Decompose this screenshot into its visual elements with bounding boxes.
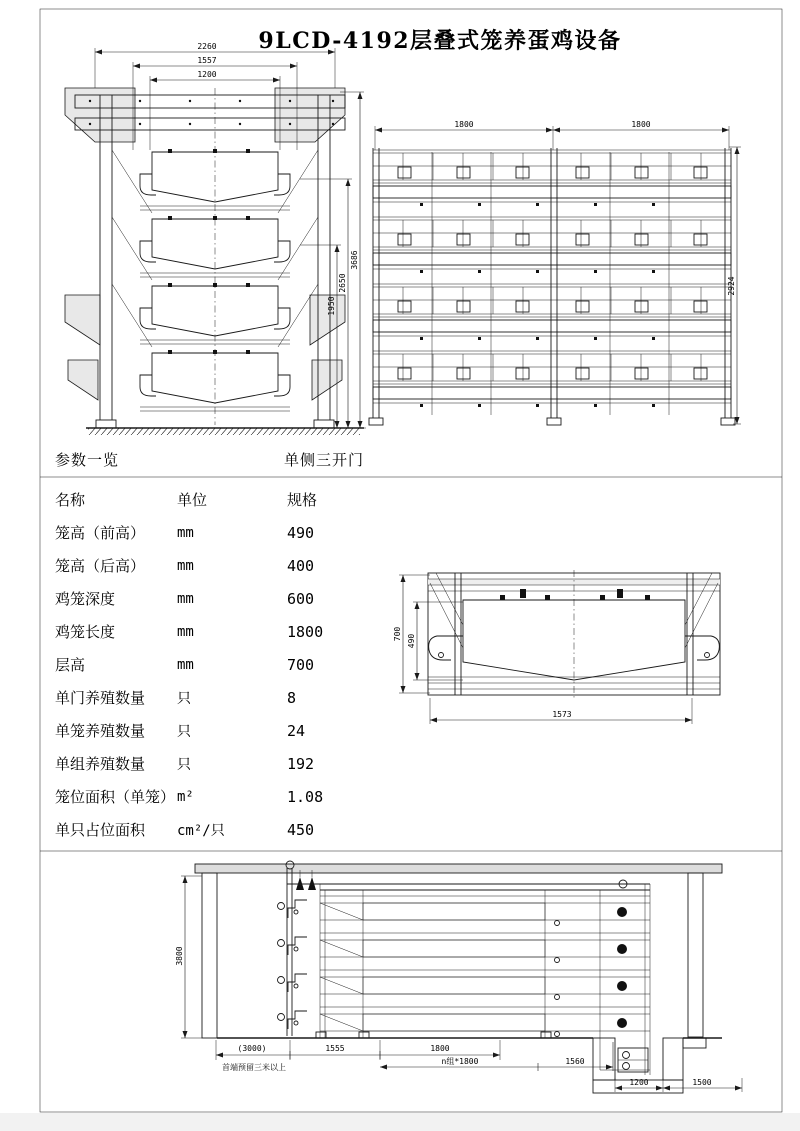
- param-unit: 只: [177, 723, 191, 740]
- param-value: 192: [287, 754, 315, 773]
- dim-pit-width: 1200: [629, 1078, 649, 1087]
- dim-front-space: (3000): [237, 1044, 267, 1053]
- dim-bay1: 1800: [454, 120, 474, 129]
- param-unit: mm: [177, 623, 194, 640]
- table-row: [55, 780, 385, 813]
- param-name: 层高: [55, 656, 86, 674]
- param-name: 笼位面积（单笼）: [55, 788, 176, 806]
- param-value: 600: [287, 589, 315, 608]
- dim-1555: 1555: [325, 1044, 345, 1053]
- dim-frame-width: 1557: [197, 56, 217, 65]
- side-elevation-view: [369, 120, 741, 425]
- table-row: [55, 582, 385, 615]
- elevation-tier: [373, 351, 731, 407]
- dim-overall-width: 2260: [197, 42, 217, 51]
- dim-1560: 1560: [565, 1057, 585, 1066]
- elevation-tier: [373, 150, 731, 206]
- dim-n-groups: n组*1800: [441, 1057, 479, 1066]
- table-row: [55, 813, 385, 846]
- param-unit: 只: [177, 756, 191, 773]
- right-wall: [688, 873, 703, 1037]
- table-row: [55, 549, 385, 582]
- dim-detail-outer-height: 700: [393, 626, 402, 642]
- param-name: 笼高（前高）: [55, 524, 146, 542]
- elevation-dimensions: [375, 120, 741, 424]
- col-header-spec: 规格: [287, 491, 318, 509]
- table-row: [55, 516, 385, 549]
- param-value: 400: [287, 556, 315, 575]
- col-header-name: 名称: [55, 491, 86, 509]
- table-row: [55, 747, 385, 780]
- dim-detail-width: 1573: [552, 710, 572, 719]
- param-name: 单只占位面积: [55, 821, 146, 839]
- param-value: 1800: [287, 622, 324, 641]
- param-name: 单组养殖数量: [55, 755, 146, 773]
- elevation-tier: [373, 284, 731, 340]
- ceiling-slab: [195, 864, 722, 873]
- dim-1800: 1800: [430, 1044, 450, 1053]
- param-name: 鸡笼长度: [55, 623, 116, 641]
- door-config-label: 单侧三开门: [284, 451, 365, 469]
- front-section-view: [65, 42, 366, 435]
- page-title: 9LCD-4192层叠式笼养蛋鸡设备: [258, 28, 622, 54]
- dim-pit-right: 1500: [692, 1078, 712, 1087]
- dim-cage-width: 1200: [197, 70, 217, 79]
- table-row: [55, 648, 385, 681]
- elevation-tier: [373, 217, 731, 273]
- ground-hatch: [88, 428, 360, 435]
- dim-bay2: 1800: [631, 120, 651, 129]
- left-wall: [202, 873, 217, 1038]
- front-space-note: 首端预留三米以上: [222, 1063, 286, 1072]
- params-section-title: 参数一览: [55, 451, 120, 469]
- cage-detail-view: [393, 570, 720, 724]
- col-header-unit: 单位: [177, 491, 208, 509]
- pit-conveyor: [618, 1048, 648, 1072]
- param-value: 450: [287, 820, 315, 839]
- param-unit: m²: [177, 788, 194, 805]
- params-table: [55, 483, 385, 846]
- param-value: 700: [287, 655, 315, 674]
- param-unit: mm: [177, 590, 194, 607]
- table-row: [55, 714, 385, 747]
- manure-pit: [593, 1038, 706, 1093]
- param-unit: mm: [177, 557, 194, 574]
- param-unit: mm: [177, 656, 194, 673]
- bottom-margin: [0, 1113, 800, 1131]
- dim-total-height: 3686: [350, 250, 359, 270]
- param-name: 笼高（后高）: [55, 557, 146, 575]
- dim-elevation-height: 2924: [727, 276, 736, 296]
- param-value: 8: [287, 688, 297, 707]
- param-unit: mm: [177, 524, 194, 541]
- param-name: 鸡笼深度: [55, 590, 116, 608]
- egg-elevator: [286, 861, 316, 1036]
- param-value: 24: [287, 721, 306, 740]
- table-row: [55, 681, 385, 714]
- param-unit: 只: [177, 690, 191, 707]
- param-value: 1.08: [287, 787, 324, 806]
- dim-height-1950: 1950: [327, 296, 336, 316]
- table-row: [55, 615, 385, 648]
- param-name: 单门养殖数量: [55, 689, 146, 707]
- param-unit: cm²/只: [177, 822, 225, 839]
- table-header-row: [55, 483, 385, 516]
- param-name: 单笼养殖数量: [55, 722, 146, 740]
- installation-side-view: [175, 861, 742, 1093]
- installation-dimensions: [175, 876, 742, 1092]
- dim-height-2650: 2650: [338, 273, 347, 293]
- param-value: 490: [287, 523, 315, 542]
- dim-detail-inner-height: 490: [407, 633, 416, 649]
- dim-wall-height: 3800: [175, 946, 184, 966]
